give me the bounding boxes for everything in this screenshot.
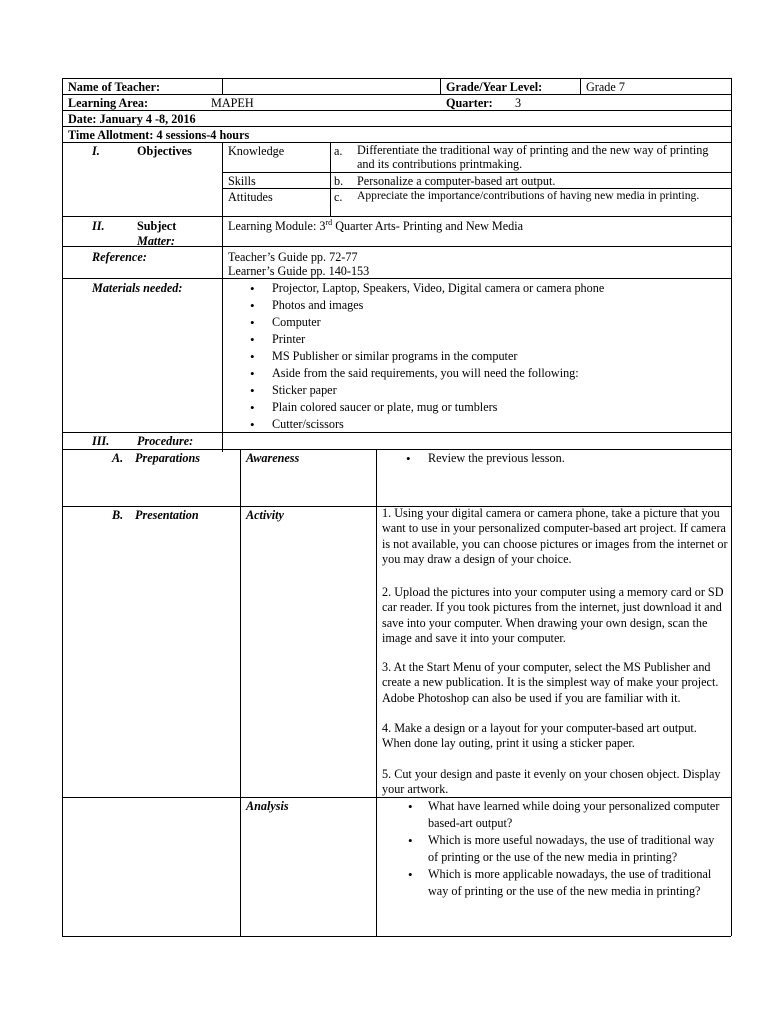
materials-item: • Plain colored saucer or plate, mug or tumblers — [248, 399, 604, 416]
objective-letter-a: a. — [334, 144, 343, 158]
objective-skills-text: Personalize a computer-based art output. — [357, 174, 556, 188]
analysis-question: • What have learned while doing your personalized computer based-art output? — [406, 798, 724, 832]
analysis-question: • Which is more useful nowadays, the use of traditional way of printing or the use of the new media in printing? — [406, 832, 724, 866]
activity-step-2: 2. Upload the pictures into your computer using a memory card or SD car reader. If you took pictures from the internet, just download it and save into your computer. When drawing your own design, scan the image and save it into your computer. — [382, 585, 724, 646]
procedure-label: Procedure: — [137, 434, 194, 448]
quarter-label: Quarter: — [446, 96, 493, 110]
quarter-value: 3 — [515, 96, 522, 110]
preparations-letter: A. — [112, 451, 124, 465]
objective-letter-b: b. — [334, 174, 344, 188]
analysis-label: Analysis — [246, 799, 289, 813]
time-allotment: Time Allotment: 4 sessions-4 hours — [68, 128, 250, 142]
preparations-label: Preparations — [135, 451, 201, 465]
activity-label: Activity — [246, 508, 284, 522]
materials-item: • Projector, Laptop, Speakers, Video, Digital camera or camera phone — [248, 280, 604, 297]
learning-area-value: MAPEH — [211, 96, 254, 110]
materials-item: • Printer — [248, 331, 604, 348]
materials-item: • MS Publisher or similar programs in the computer — [248, 348, 604, 365]
objective-letter-c: c. — [334, 190, 343, 204]
reference-teacher-guide: Teacher’s Guide pp. 72-77 — [228, 250, 358, 264]
objectives-number: I. — [92, 144, 100, 158]
objectives-label: Objectives — [137, 144, 192, 158]
activity-step-5: 5. Cut your design and paste it evenly on your chosen object. Display your artwork. — [382, 767, 721, 797]
objective-domain-skills: Skills — [228, 174, 256, 188]
matter-label: Matter: — [137, 234, 175, 248]
awareness-list — [404, 450, 565, 467]
objective-knowledge-text: Differentiate the traditional way of printing and the new way of printing and its contributions printmaking. — [357, 143, 709, 171]
analysis-question: • Which is more applicable nowadays, the use of traditional way of printing or the use of the new media in printing? — [406, 866, 724, 900]
awareness-label: Awareness — [246, 451, 300, 465]
date-line: Date: January 4 -8, 2016 — [68, 112, 196, 126]
presentation-label: Presentation — [135, 508, 199, 522]
grade-value: Grade 7 — [586, 80, 625, 94]
reference-learner-guide: Learner’s Guide pp. 140-153 — [228, 264, 370, 278]
objective-attitudes-text: Appreciate the importance/contributions of having new media in printing. — [357, 189, 700, 202]
grade-label: Grade/Year Level: — [446, 80, 543, 94]
subject-label: Subject — [137, 219, 177, 233]
learning-area-label: Learning Area: — [68, 96, 149, 110]
awareness-item: • Review the previous lesson. — [404, 450, 565, 467]
procedure-number: III. — [92, 434, 110, 448]
learning-module-text: Learning Module: 3rd Quarter Arts- Printing and New Media — [228, 217, 524, 233]
materials-label: Materials needed: — [92, 281, 183, 295]
subject-number: II. — [92, 219, 105, 233]
reference-label: Reference: — [92, 250, 147, 264]
analysis-list — [406, 798, 724, 900]
objective-domain-knowledge: Knowledge — [228, 144, 285, 158]
materials-item: • Photos and images — [248, 297, 604, 314]
activity-step-1: 1. Using your digital camera or camera phone, take a picture that you want to use in your personalized computer-based art project. If camera is not available, you can choose pictures or images from the internet or you may draw a design of your choice. — [382, 506, 728, 567]
materials-item: • Computer — [248, 314, 604, 331]
materials-list — [248, 280, 604, 433]
materials-item: • Sticker paper — [248, 382, 604, 399]
objective-domain-attitudes: Attitudes — [228, 190, 273, 204]
materials-item: • Cutter/scissors — [248, 416, 604, 433]
teacher-label: Name of Teacher: — [68, 80, 161, 94]
presentation-letter: B. — [112, 508, 124, 522]
activity-step-3: 3. At the Start Menu of your computer, select the MS Publisher and create a new publication. It is the simplest way of make your project. Adobe Photoshop can also be used if you are familiar with it. — [382, 660, 719, 705]
materials-item: • Aside from the said requirements, you will need the following: — [248, 365, 604, 382]
activity-step-4: 4. Make a design or a layout for your computer-based art output. When done lay outing, print it using a sticker paper. — [382, 721, 697, 751]
